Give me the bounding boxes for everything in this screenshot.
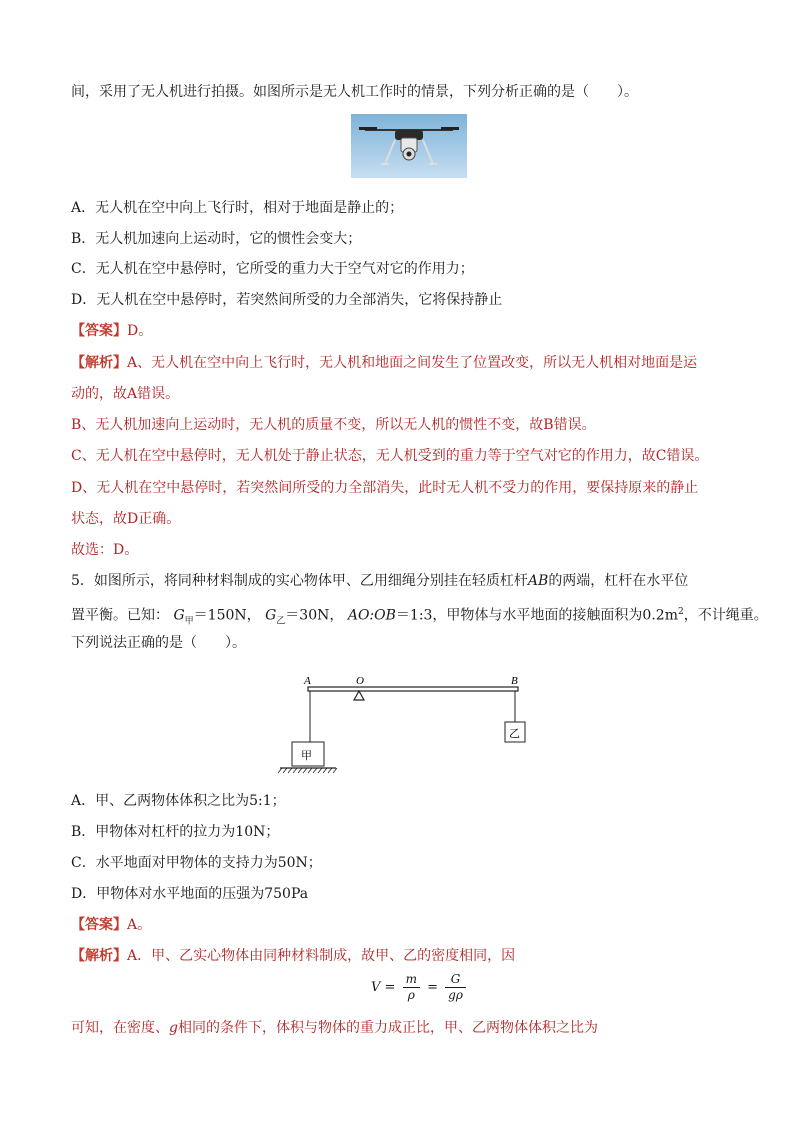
q4-answer: [71, 321, 152, 341]
q4-analysis-line-6: 状态，故D正确。: [71, 511, 181, 527]
weight-value: ＝30N，: [285, 607, 344, 624]
q5-option-d: D．甲物体对水平地面的压强为750Pa: [71, 886, 309, 902]
answer-tag: 【答案】: [71, 917, 127, 933]
analysis-text: 相同的条件下，体积与物体的重力成正比，甲、乙两物体体积之比为: [177, 1020, 598, 1036]
q5-option-b: B．甲物体对杠杆的拉力为10N；: [71, 824, 280, 840]
answer-tag: 【答案】: [71, 323, 127, 339]
q5-stem-line-1: [71, 571, 688, 591]
lever-bar: [308, 687, 518, 691]
q5-stem-line-3: 下列说法正确的是（ ）。: [71, 635, 246, 651]
block-yi-label: 乙: [509, 727, 520, 740]
ratio-value: ＝1:3，甲物体与水平地面的接触面积为0.2m: [395, 607, 678, 624]
analysis-tag: 【解析】: [71, 948, 127, 964]
denominator: ρ: [407, 988, 415, 1002]
denominator: gρ: [448, 988, 463, 1002]
q5-answer: [71, 915, 151, 935]
weight-subscript: 甲: [184, 616, 194, 627]
q4-option-d: D．无人机在空中悬停时，若突然间所受的力全部消失，它将保持静止: [71, 292, 503, 308]
block-jia-label: 甲: [301, 749, 312, 762]
fraction-m-rho: [403, 972, 420, 1003]
analysis-text: 可知，在密度、: [71, 1020, 169, 1036]
fraction-g-grho: [445, 972, 466, 1003]
numerator: m: [403, 972, 420, 988]
formula-equals: =: [427, 980, 439, 995]
answer-value: D。: [127, 323, 153, 339]
formula-equals: =: [384, 980, 396, 995]
weight-symbol: G: [173, 607, 185, 624]
lever-diagram: [276, 672, 536, 776]
analysis-symbol: g: [169, 1020, 178, 1036]
q4-option-c: C．无人机在空中悬停时，它所受的重力大于空气对它的作用力；: [71, 261, 474, 277]
q5-option-a: A．甲、乙两物体体积之比为5:1；: [71, 793, 286, 809]
volume-formula: [371, 972, 469, 1003]
q5-analysis-line-1: [71, 946, 515, 966]
drone-photo: [351, 114, 467, 178]
ground-hatching: [278, 768, 337, 773]
label-a: A: [304, 675, 311, 687]
weight-value: ＝150N，: [193, 607, 261, 624]
q4-option-a: A．无人机在空中向上飞行时，相对于地面是静止的；: [71, 200, 404, 216]
area-exponent: 2: [677, 607, 684, 617]
q4-choice: 故选：D。: [71, 542, 139, 558]
q4-analysis-line-2: 动的，故A错误。: [71, 386, 180, 402]
q4-analysis-line-3: B、无人机加速向上运动时，无人机的质量不变，所以无人机的惯性不变，故B错误。: [71, 417, 596, 433]
stem-text: 5．如图所示，将同种材料制成的实心物体甲、乙用细绳分别挂在轻质杠杆: [71, 573, 528, 589]
stem-text: 的两端，杠杆在水平位: [548, 573, 689, 589]
stem-lever-name: AB: [527, 573, 549, 589]
question-intro-line: 间，采用了无人机进行拍摄。如图所示是无人机工作时的情景，下列分析正确的是（ ）。: [71, 84, 638, 100]
fulcrum-icon: [354, 691, 364, 700]
q5-option-c: C．水平地面对甲物体的支持力为50N；: [71, 855, 322, 871]
weight-symbol: G: [265, 607, 277, 624]
q4-analysis-line-1: [71, 353, 697, 373]
q4-option-b: B．无人机加速向上运动时，它的惯性会变大；: [71, 231, 362, 247]
formula-symbol: V: [371, 980, 381, 995]
label-b: B: [511, 675, 518, 687]
q4-analysis-line-4: C、无人机在空中悬停时，无人机处于静止状态，无人机受到的重力等于空气对它的作用力，故C错误。: [71, 448, 709, 464]
stem-text: ，不计绳重。: [683, 607, 768, 624]
numerator: G: [445, 972, 466, 988]
weight-subscript: 乙: [276, 616, 286, 627]
stem-text: 置平衡。已知：: [71, 607, 169, 624]
q5-stem-line-2: [71, 602, 768, 631]
analysis-text: A．甲、乙实心物体由同种材料制成，故甲、乙的密度相同，因: [127, 948, 516, 964]
ratio-symbol: AO:OB: [347, 607, 396, 624]
answer-value: A。: [127, 917, 152, 933]
label-o: O: [356, 675, 364, 687]
q5-analysis-line-2: [71, 1018, 598, 1038]
q4-analysis-line-5: D、无人机在空中悬停时，若突然间所受的力全部消失，此时无人机不受力的作用，要保持原来的静止: [71, 480, 699, 496]
analysis-tag: 【解析】: [71, 355, 127, 371]
analysis-text: A、无人机在空中向上飞行时，无人机和地面之间发生了位置改变，所以无人机相对地面是运: [127, 355, 698, 371]
